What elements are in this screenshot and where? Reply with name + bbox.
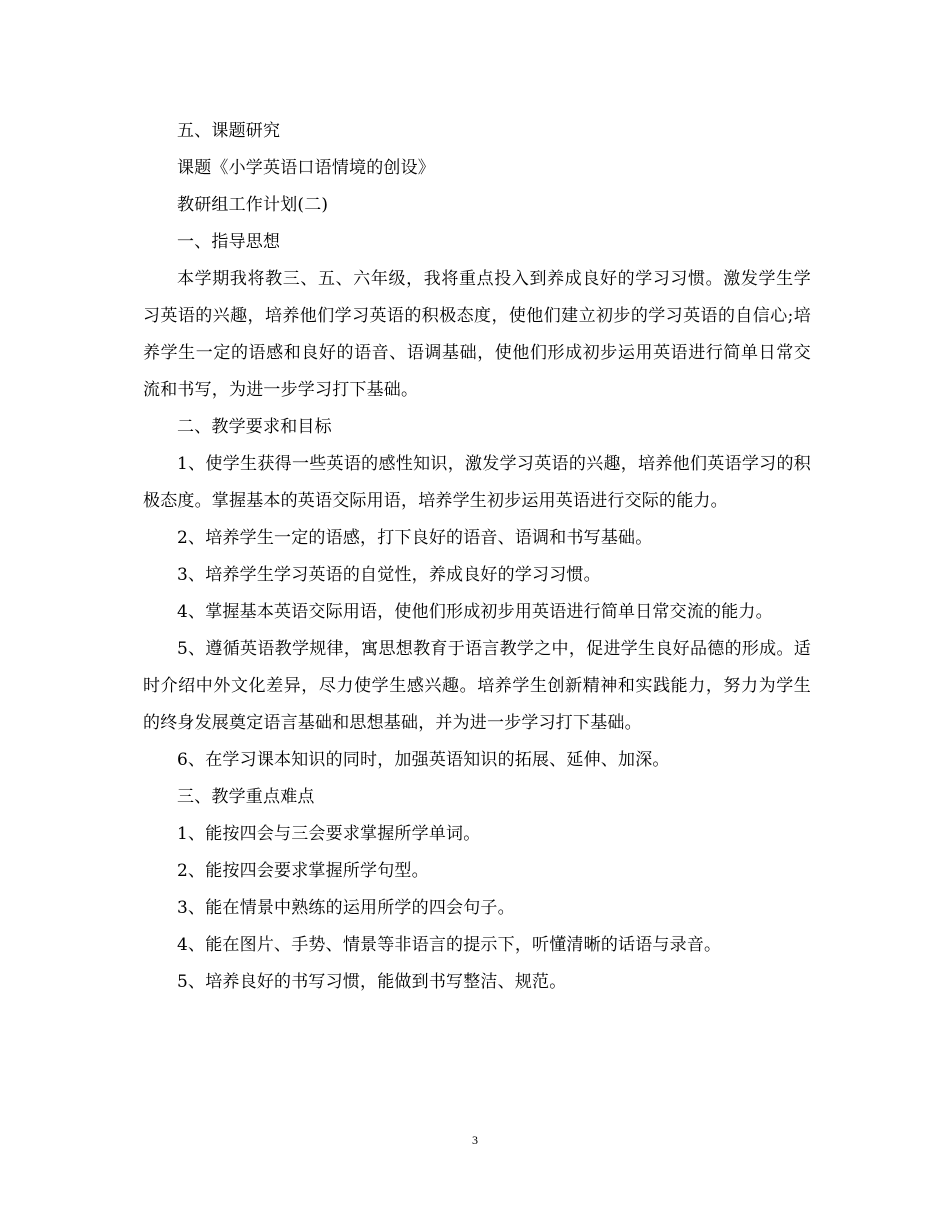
requirement-item-3: 3、培养学生学习英语的自觉性，养成良好的学习习惯。 [177, 565, 601, 585]
guiding-ideology-paragraph: 本学期我将教三、五、六年级，我将重点投入到养成良好的学习习惯。激发学生学习英语的兴趣，培养他们学习英语的积极态度，使他们建立初步的学习英语的自信心;培养学生一定的语感和良好的语音、语调基础，使他们形成初步运用英语进行简单日常交流和书写，为进一步学习打下基础。 [143, 269, 811, 400]
document-body [143, 113, 811, 1001]
key-point-item-5: 5、培养良好的书写习惯，能做到书写整洁、规范。 [177, 972, 567, 992]
requirement-item-2: 2、培养学生一定的语感，打下良好的语音、语调和书写基础。 [177, 528, 653, 548]
key-point-item-3: 3、能在情景中熟练的运用所学的四会句子。 [177, 898, 515, 918]
research-topic: 课题《小学英语口语情境的创设》 [177, 158, 435, 178]
section-heading-requirements: 二、教学要求和目标 [177, 417, 332, 437]
key-point-item-2: 2、能按四会要求掌握所学句型。 [177, 861, 429, 881]
key-point-item-4: 4、能在图片、手势、情景等非语言的提示下，听懂清晰的话语与录音。 [177, 935, 722, 955]
page-number: 3 [472, 1133, 478, 1147]
section-heading-research: 五、课题研究 [177, 121, 281, 141]
requirement-item-5: 5、遵循英语教学规律，寓思想教育于语言教学之中，促进学生良好品德的形成。适时介绍中外文化差异，尽力使学生感兴趣。培养学生创新精神和实践能力，努力为学生的终身发展奠定语言基础和思想基础，并为进一步学习打下基础。 [143, 639, 811, 733]
requirement-item-6: 6、在学习课本知识的同时，加强英语知识的拓展、延伸、加深。 [177, 750, 670, 770]
requirement-item-1: 1、使学生获得一些英语的感性知识，激发学习英语的兴趣，培养他们英语学习的积极态度。掌握基本的英语交际用语，培养学生初步运用英语进行交际的能力。 [143, 454, 811, 511]
section-heading-key-points: 三、教学重点难点 [177, 787, 315, 807]
key-point-item-1: 1、能按四会与三会要求掌握所学单词。 [177, 824, 481, 844]
section-heading-guiding-ideology: 一、指导思想 [177, 232, 281, 252]
requirement-item-4: 4、掌握基本英语交际用语，使他们形成初步用英语进行简单日常交流的能力。 [177, 602, 773, 622]
plan-title: 教研组工作计划(二) [177, 195, 329, 215]
